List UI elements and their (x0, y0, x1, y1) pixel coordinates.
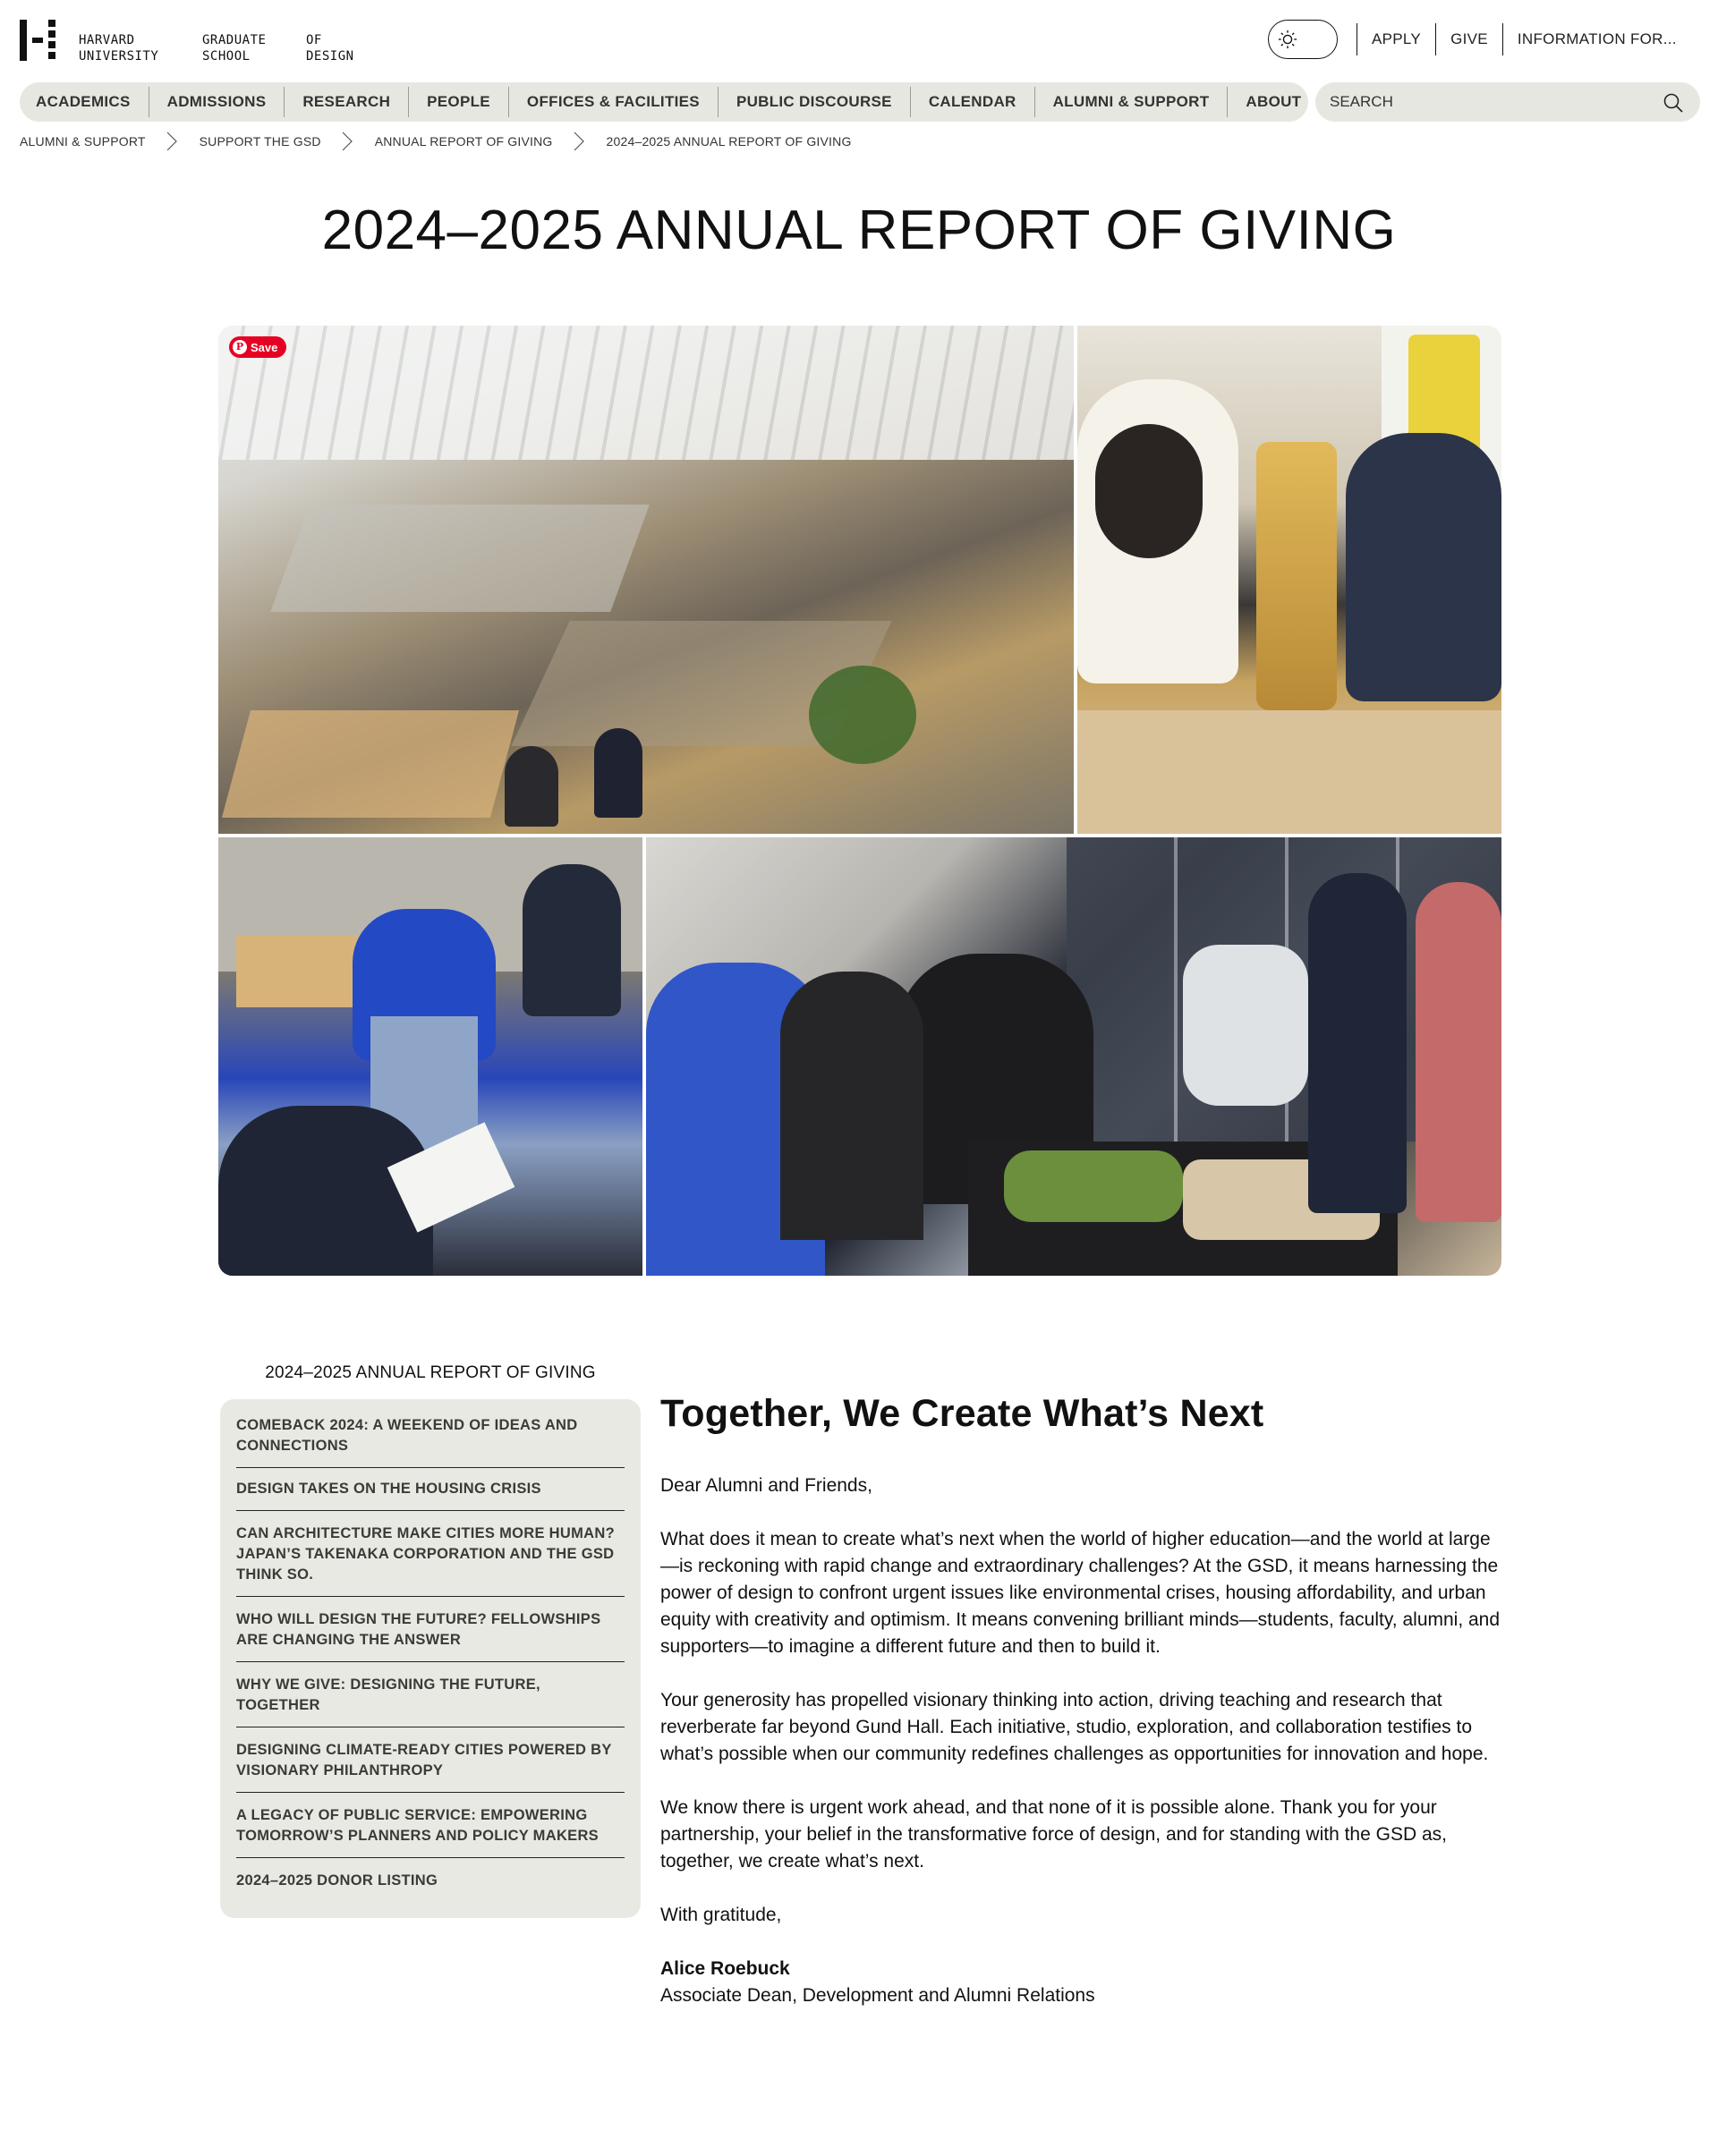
theme-toggle[interactable] (1268, 20, 1338, 59)
give-link[interactable]: GIVE (1450, 30, 1488, 47)
letter-paragraph: We know there is urgent work ahead, and that none of it is possible alone. Thank you for your partnership, your belief in the transformative force of design, and for standing with the GSD as, together, we create what’s next. (660, 1797, 1447, 1872)
chevron-right-icon (569, 131, 587, 152)
photo-review-session (646, 837, 1501, 1276)
search-bar (1315, 82, 1700, 122)
nav-item-people[interactable]: PEOPLE (409, 87, 509, 117)
photo-collage (218, 326, 1501, 1276)
letter-closing: With gratitude, (660, 1905, 782, 1925)
breadcrumb-link[interactable]: SUPPORT THE GSD (199, 134, 321, 149)
main-nav (20, 82, 1308, 122)
breadcrumb-link[interactable]: ANNUAL REPORT OF GIVING (374, 134, 553, 149)
nav-item-research[interactable]: RESEARCH (285, 87, 409, 117)
sidebar-link[interactable]: COMEBACK 2024: A WEEKEND OF IDEAS AND CONNECTIONS (236, 1408, 625, 1468)
brand-line: UNIVERSITY (79, 49, 159, 64)
chevron-right-icon (162, 131, 180, 152)
utility-links (1357, 23, 1691, 55)
nav-item-about[interactable]: ABOUT (1246, 93, 1302, 110)
pinterest-save-label: Save (251, 340, 278, 354)
breadcrumb (20, 131, 852, 152)
brand-graduate-school[interactable] (202, 32, 266, 64)
brand-harvard-university[interactable] (79, 32, 158, 64)
site-header (0, 0, 1718, 81)
photo-studio-trays (218, 326, 1074, 834)
signature-title: Associate Dean, Development and Alumni Relations (660, 1985, 1095, 2006)
sidebar-link[interactable]: DESIGNING CLIMATE-READY CITIES POWERED BY VISIONARY PHILANTHROPY (236, 1727, 625, 1793)
letter-paragraph: Your generosity has propelled visionary thinking into action, driving teaching and research that reverberate far beyond Gund Hall. Each initiative, studio, exploration, and collaboration testifies to what’s possible when our community redefines challenges as opportunities for innovation and hope. (660, 1690, 1489, 1764)
nav-item-academics[interactable]: ACADEMICS (36, 87, 149, 117)
nav-item-alumni-support[interactable]: ALUMNI & SUPPORT (1035, 87, 1229, 117)
page-title: 2024–2025 ANNUAL REPORT OF GIVING (321, 199, 1397, 261)
sidebar-nav (220, 1399, 641, 1918)
harvard-gsd-logo-icon[interactable] (20, 20, 55, 61)
letter-paragraph: What does it mean to create what’s next when the world of higher education—and the world at large—is reckoning with rapid change and extraordinary challenges? At the GSD, it means harnessing the power of design to confront urgent issues like environmental crises, housing affordability, and urban equity with creativity and optimism. It means convening brilliant minds—students, faculty, alumni, and supporters—to imagine a different future and then to build it. (660, 1529, 1501, 1657)
brand-line: DESIGN (306, 49, 354, 64)
sidebar-link[interactable]: DESIGN TAKES ON THE HOUSING CRISIS (236, 1468, 625, 1511)
sidebar-link[interactable]: WHO WILL DESIGN THE FUTURE? FELLOWSHIPS ARE CHANGING THE ANSWER (236, 1597, 625, 1662)
letter-content (660, 1388, 1501, 2009)
nav-item-public-discourse[interactable]: PUBLIC DISCOURSE (719, 87, 911, 117)
photo-student-discussion (218, 837, 642, 1276)
signature-name: Alice Roebuck (660, 1958, 790, 1979)
letter-heading: Together, We Create What’s Next (660, 1392, 1264, 1435)
search-input[interactable] (1330, 82, 1652, 122)
nav-item-admissions[interactable]: ADMISSIONS (149, 87, 285, 117)
sidebar-link[interactable]: CAN ARCHITECTURE MAKE CITIES MORE HUMAN? JAPAN’S TAKENAKA CORPORATION AND THE GSD THINK SO. (236, 1511, 625, 1597)
sidebar-link[interactable]: 2024–2025 DONOR LISTING (236, 1872, 438, 1889)
apply-link[interactable]: APPLY (1372, 30, 1422, 47)
pinterest-save-button[interactable] (229, 336, 286, 358)
sidebar-title: 2024–2025 ANNUAL REPORT OF GIVING (265, 1363, 596, 1382)
sun-icon (1278, 30, 1297, 49)
pinterest-icon: P (233, 340, 247, 354)
sidebar-link[interactable]: WHY WE GIVE: DESIGNING THE FUTURE, TOGETHER (236, 1662, 625, 1727)
brand-line: OF (306, 33, 322, 47)
chevron-right-icon (337, 131, 355, 152)
brand-line: HARVARD (79, 33, 135, 47)
brand-of-design[interactable] (306, 32, 354, 64)
nav-item-offices-facilities[interactable]: OFFICES & FACILITIES (509, 87, 719, 117)
letter-greeting: Dear Alumni and Friends, (660, 1475, 872, 1496)
nav-item-calendar[interactable]: CALENDAR (911, 87, 1035, 117)
search-icon[interactable] (1663, 92, 1684, 114)
brand-line: GRADUATE (202, 33, 267, 47)
photo-model-making (1077, 326, 1501, 834)
information-for-menu[interactable]: INFORMATION FOR... (1517, 30, 1677, 47)
breadcrumb-current: 2024–2025 ANNUAL REPORT OF GIVING (606, 134, 852, 149)
breadcrumb-link[interactable]: ALUMNI & SUPPORT (20, 134, 146, 149)
sidebar-link[interactable]: A LEGACY OF PUBLIC SERVICE: EMPOWERING TOMORROW’S PLANNERS AND POLICY MAKERS (236, 1793, 625, 1858)
brand-line: SCHOOL (202, 49, 251, 64)
